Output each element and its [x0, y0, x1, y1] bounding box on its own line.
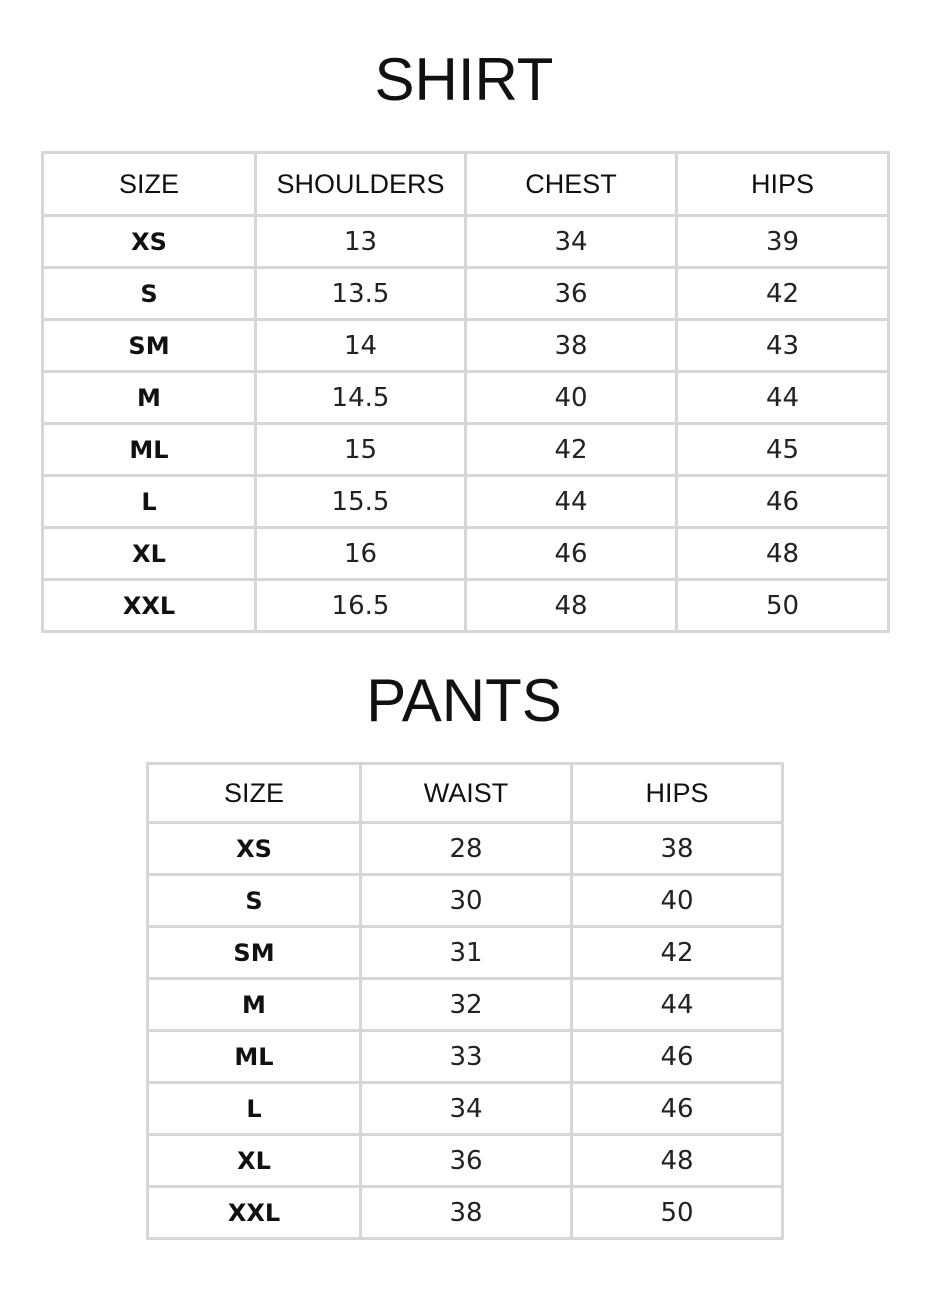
shirt-cell-chest: 40	[466, 372, 677, 424]
shirt-cell-shoulders: 15.5	[256, 476, 466, 528]
pants-table-row	[148, 823, 783, 875]
shirt-cell-hips: 46	[677, 476, 889, 528]
shirt-cell-shoulders: 16	[256, 528, 466, 580]
pants-cell-hips: 44	[572, 979, 783, 1031]
shirt-cell-shoulders: 15	[256, 424, 466, 476]
pants-cell-hips: 42	[572, 927, 783, 979]
shirt-cell-chest: 36	[466, 268, 677, 320]
pants-cell-hips: 46	[572, 1083, 783, 1135]
shirt-cell-shoulders: 13	[256, 216, 466, 268]
shirt-cell-hips: 45	[677, 424, 889, 476]
pants-table-row	[148, 1083, 783, 1135]
shirt-header-hips: HIPS	[677, 153, 889, 216]
shirt-table-row	[43, 580, 889, 632]
shirt-title: SHIRT	[374, 46, 554, 113]
pants-header-hips: HIPS	[572, 764, 783, 823]
shirt-cell-size: L	[43, 476, 256, 528]
pants-table-row	[148, 1031, 783, 1083]
shirt-header-size: SIZE	[43, 153, 256, 216]
pants-header-waist: WAIST	[361, 764, 572, 823]
pants-table-row	[148, 979, 783, 1031]
pants-cell-hips: 40	[572, 875, 783, 927]
shirt-cell-chest: 38	[466, 320, 677, 372]
shirt-table-row	[43, 216, 889, 268]
shirt-cell-hips: 43	[677, 320, 889, 372]
pants-cell-size: XS	[148, 823, 361, 875]
shirt-cell-hips: 39	[677, 216, 889, 268]
pants-cell-waist: 34	[361, 1083, 572, 1135]
shirt-table-row	[43, 424, 889, 476]
shirt-cell-hips: 42	[677, 268, 889, 320]
shirt-cell-size: ML	[43, 424, 256, 476]
pants-cell-waist: 38	[361, 1187, 572, 1239]
pants-size-table	[146, 762, 784, 1240]
pants-table-row	[148, 1187, 783, 1239]
shirt-cell-shoulders: 14	[256, 320, 466, 372]
shirt-header-shoulders: SHOULDERS	[256, 153, 466, 216]
shirt-cell-hips: 50	[677, 580, 889, 632]
shirt-cell-chest: 44	[466, 476, 677, 528]
pants-cell-size: ML	[148, 1031, 361, 1083]
pants-cell-waist: 28	[361, 823, 572, 875]
pants-cell-size: XL	[148, 1135, 361, 1187]
pants-cell-size: XXL	[148, 1187, 361, 1239]
shirt-cell-hips: 48	[677, 528, 889, 580]
shirt-cell-hips: 44	[677, 372, 889, 424]
shirt-table-row	[43, 268, 889, 320]
pants-cell-hips: 48	[572, 1135, 783, 1187]
pants-table-row	[148, 927, 783, 979]
shirt-cell-chest: 42	[466, 424, 677, 476]
shirt-cell-shoulders: 16.5	[256, 580, 466, 632]
pants-cell-size: L	[148, 1083, 361, 1135]
pants-cell-waist: 31	[361, 927, 572, 979]
shirt-table-row	[43, 528, 889, 580]
shirt-header-chest: CHEST	[466, 153, 677, 216]
shirt-cell-size: XL	[43, 528, 256, 580]
pants-cell-hips: 50	[572, 1187, 783, 1239]
pants-cell-waist: 36	[361, 1135, 572, 1187]
shirt-header-row	[43, 153, 889, 216]
pants-cell-size: SM	[148, 927, 361, 979]
shirt-cell-chest: 46	[466, 528, 677, 580]
shirt-cell-shoulders: 14.5	[256, 372, 466, 424]
pants-header-size: SIZE	[148, 764, 361, 823]
shirt-table-row	[43, 320, 889, 372]
pants-cell-waist: 32	[361, 979, 572, 1031]
pants-cell-waist: 33	[361, 1031, 572, 1083]
pants-cell-hips: 46	[572, 1031, 783, 1083]
pants-cell-waist: 30	[361, 875, 572, 927]
pants-cell-size: S	[148, 875, 361, 927]
shirt-cell-size: XXL	[43, 580, 256, 632]
shirt-cell-size: XS	[43, 216, 256, 268]
pants-table-row	[148, 875, 783, 927]
shirt-cell-size: SM	[43, 320, 256, 372]
shirt-cell-chest: 34	[466, 216, 677, 268]
shirt-table-row	[43, 372, 889, 424]
pants-cell-size: M	[148, 979, 361, 1031]
pants-table-row	[148, 1135, 783, 1187]
shirt-table-row	[43, 476, 889, 528]
shirt-cell-chest: 48	[466, 580, 677, 632]
shirt-size-table	[41, 151, 890, 633]
pants-header-row	[148, 764, 783, 823]
shirt-cell-size: M	[43, 372, 256, 424]
shirt-cell-size: S	[43, 268, 256, 320]
shirt-cell-shoulders: 13.5	[256, 268, 466, 320]
pants-cell-hips: 38	[572, 823, 783, 875]
pants-title: PANTS	[366, 667, 562, 734]
